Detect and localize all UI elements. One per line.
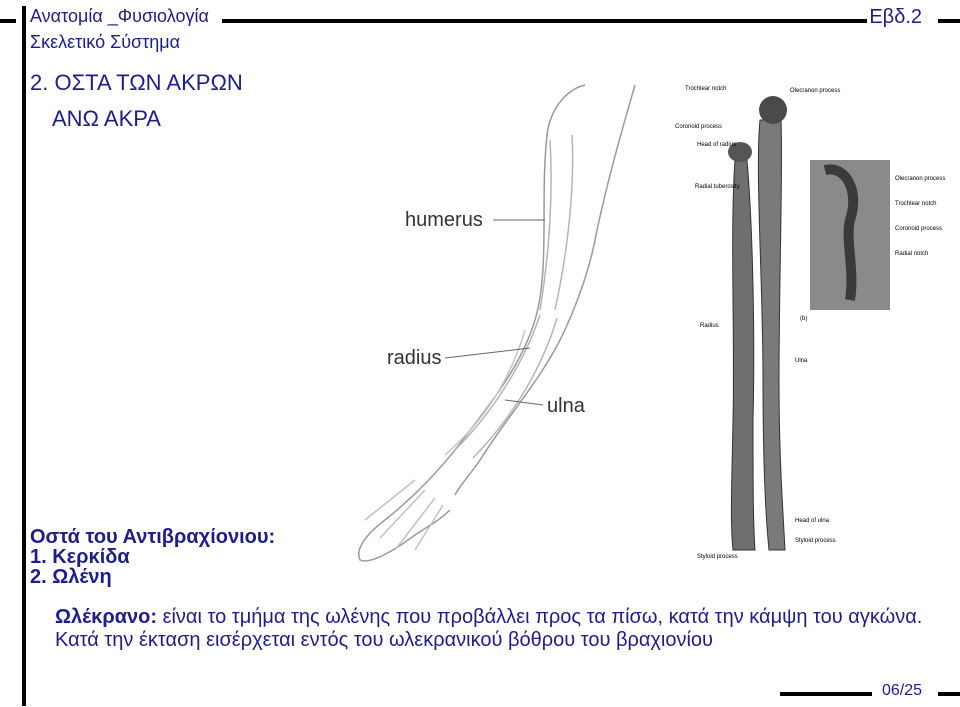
- list-item-ulna: 2. Ωλένη: [30, 566, 112, 588]
- header-rule-left: [0, 19, 16, 23]
- olecranon-term: Ωλέκρανο:: [55, 606, 158, 628]
- olecranon-description: [55, 606, 935, 652]
- header-rule-right: [938, 19, 960, 23]
- svg-text:Head of ulna: Head of ulna: [795, 518, 830, 524]
- ulna-label: ulna: [547, 395, 585, 417]
- svg-text:Head of radius: Head of radius: [697, 142, 737, 148]
- header-section: Εβδ.2: [869, 6, 922, 28]
- svg-text:Trochlear notch: Trochlear notch: [685, 86, 727, 92]
- radius-label: radius: [387, 347, 442, 369]
- svg-text:(b): (b): [800, 316, 808, 322]
- svg-text:Olecranon process: Olecranon process: [895, 176, 946, 182]
- svg-text:Ulna: Ulna: [795, 358, 808, 364]
- forearm-bones-block: [30, 527, 940, 587]
- svg-text:Radial notch: Radial notch: [895, 251, 929, 257]
- arm-bones-figure: [335, 80, 946, 575]
- forearm-bones-title: Οστά του Αντιβραχίονιου:: [30, 526, 276, 548]
- svg-text:Coronoid process: Coronoid process: [675, 124, 723, 130]
- arm-illustration: [359, 85, 635, 561]
- svg-text:Coronoid process: Coronoid process: [895, 226, 943, 232]
- page-number: 06/25: [881, 682, 922, 699]
- svg-text:Olecranon process: Olecranon process: [790, 88, 841, 94]
- svg-text:Radial tuberosity: Radial tuberosity: [695, 184, 740, 190]
- svg-text:Radius: Radius: [700, 323, 719, 329]
- footer-rule: [780, 692, 872, 696]
- svg-text:Trochlear notch: Trochlear notch: [895, 201, 937, 207]
- section-heading: 2. ΟΣΤΑ ΤΩΝ ΑΚΡΩΝ: [30, 70, 243, 95]
- header-rule-main: [222, 19, 867, 23]
- olecranon-text: είναι το τμήμα της ωλένης που προβάλλει προς τα πίσω, κατά την κάμψη του αγκώνα. Κατά την έκταση εισέρχεται εντός του ωλεκρανικού βόθρου του βραχιονίου: [55, 606, 923, 651]
- svg-text:Styloid process: Styloid process: [795, 538, 836, 544]
- header-subtitle: Σκελετικό Σύστημα: [30, 32, 181, 52]
- humerus-label: humerus: [405, 209, 483, 231]
- footer-rule-right: [938, 692, 960, 696]
- svg-text:Styloid process: Styloid process: [697, 554, 738, 560]
- list-item-radius: 1. Κερκίδα: [30, 546, 130, 568]
- left-vertical-rule: [22, 6, 26, 706]
- header-title: Ανατομία _Φυσιολογία: [30, 6, 209, 26]
- subsection-heading: ΑΝΩ ΑΚΡΑ: [52, 106, 161, 131]
